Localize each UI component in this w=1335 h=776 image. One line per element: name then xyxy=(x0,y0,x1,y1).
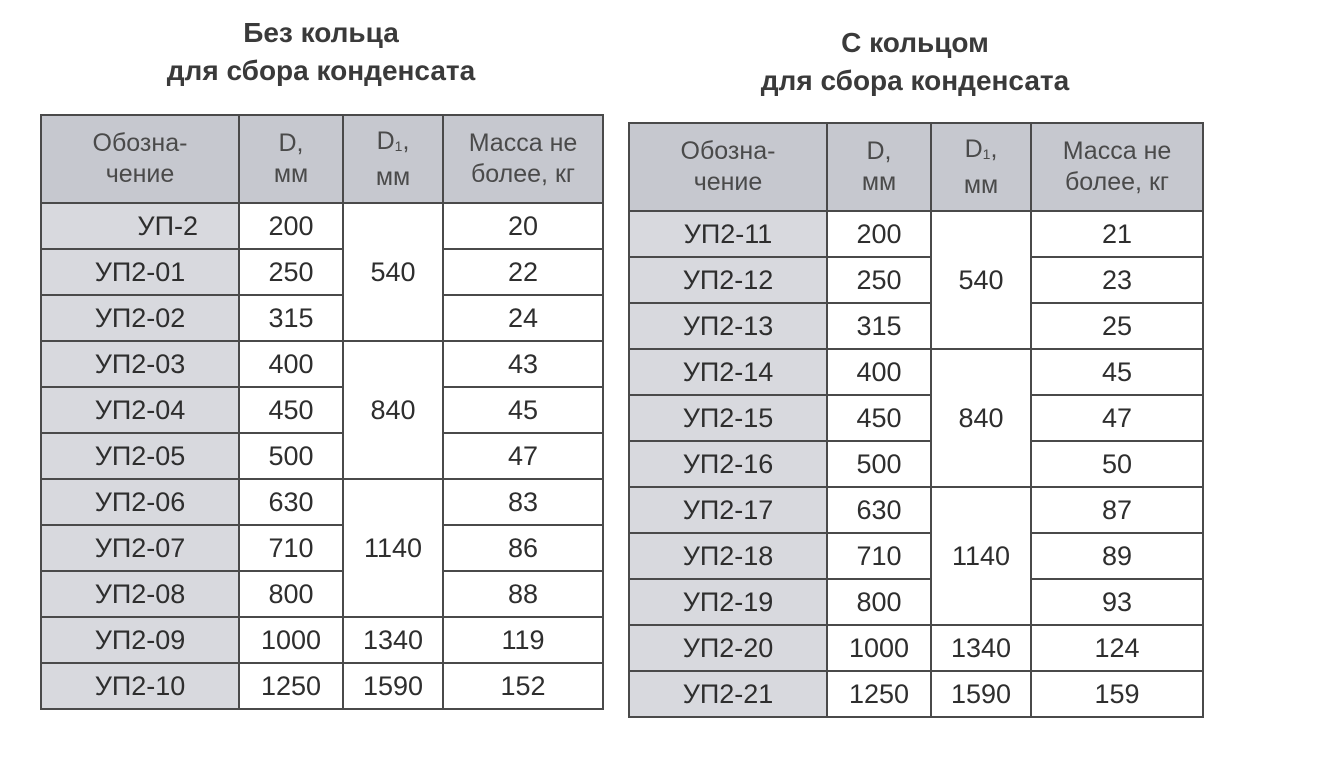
cell-code: УП2-11 xyxy=(629,211,827,257)
cell-mass: 124 xyxy=(1031,625,1203,671)
table-row xyxy=(41,617,603,663)
cell-code: УП2-02 xyxy=(41,295,239,341)
table-row xyxy=(629,211,1203,257)
cell-mass: 23 xyxy=(1031,257,1203,303)
cell-d: 250 xyxy=(239,249,343,295)
table-row xyxy=(629,487,1203,533)
cell-mass: 21 xyxy=(1031,211,1203,257)
cell-mass: 93 xyxy=(1031,579,1203,625)
cell-code: УП2-15 xyxy=(629,395,827,441)
cell-mass: 152 xyxy=(443,663,603,709)
cell-mass: 24 xyxy=(443,295,603,341)
cell-d: 500 xyxy=(827,441,931,487)
cell-d: 200 xyxy=(827,211,931,257)
header-d1: $D_1$, мм xyxy=(343,115,443,203)
table-row xyxy=(41,341,603,387)
table-row xyxy=(629,671,1203,717)
cell-mass: 89 xyxy=(1031,533,1203,579)
title-line-2: для сбора конденсата xyxy=(760,65,1070,96)
table-row xyxy=(629,441,1203,487)
cell-d1: 1590 xyxy=(343,663,443,709)
cell-code: УП2-04 xyxy=(41,387,239,433)
cell-d1: 540 xyxy=(931,211,1031,349)
data-table xyxy=(628,122,1204,718)
cell-d: 400 xyxy=(827,349,931,395)
cell-code: УП2-06 xyxy=(41,479,239,525)
cell-d1: 1140 xyxy=(931,487,1031,625)
cell-d: 200 xyxy=(239,203,343,249)
cell-d: 800 xyxy=(827,579,931,625)
cell-mass: 47 xyxy=(443,433,603,479)
cell-d: 1250 xyxy=(239,663,343,709)
table-row xyxy=(629,303,1203,349)
cell-code: УП2-07 xyxy=(41,525,239,571)
header-mass: Масса не более, кг xyxy=(1031,123,1203,211)
data-table xyxy=(40,114,604,710)
cell-code: УП2-08 xyxy=(41,571,239,617)
cell-d1: 540 xyxy=(343,203,443,341)
cell-code: УП2-17 xyxy=(629,487,827,533)
cell-code: УП2-03 xyxy=(41,341,239,387)
cell-d: 1250 xyxy=(827,671,931,717)
title-line-2: для сбора конденсата xyxy=(166,55,476,86)
cell-code: УП2-21 xyxy=(629,671,827,717)
cell-d1: 1590 xyxy=(931,671,1031,717)
cell-mass: 47 xyxy=(1031,395,1203,441)
cell-d1: 840 xyxy=(931,349,1031,487)
cell-code: УП2-19 xyxy=(629,579,827,625)
cell-d1: 1340 xyxy=(343,617,443,663)
cell-d: 450 xyxy=(239,387,343,433)
table-row xyxy=(629,579,1203,625)
cell-code: УП2-12 xyxy=(629,257,827,303)
table-row xyxy=(41,387,603,433)
cell-mass: 159 xyxy=(1031,671,1203,717)
cell-code: УП2-20 xyxy=(629,625,827,671)
cell-d: 315 xyxy=(239,295,343,341)
cell-mass: 45 xyxy=(443,387,603,433)
cell-d: 450 xyxy=(827,395,931,441)
cell-code: УП2-01 xyxy=(41,249,239,295)
header-code: Обозна- чение xyxy=(629,123,827,211)
cell-code: УП2-05 xyxy=(41,433,239,479)
table-row xyxy=(41,249,603,295)
cell-mass: 50 xyxy=(1031,441,1203,487)
cell-mass: 22 xyxy=(443,249,603,295)
cell-d: 500 xyxy=(239,433,343,479)
header-d: D, мм xyxy=(827,123,931,211)
cell-d: 1000 xyxy=(239,617,343,663)
cell-mass: 119 xyxy=(443,617,603,663)
cell-code: УП2-16 xyxy=(629,441,827,487)
block-title xyxy=(40,14,602,98)
cell-code: УП2-18 xyxy=(629,533,827,579)
cell-d: 710 xyxy=(827,533,931,579)
cell-code: УП2-14 xyxy=(629,349,827,395)
cell-d1: 840 xyxy=(343,341,443,479)
block-title xyxy=(628,24,1202,108)
header-d: D, мм xyxy=(239,115,343,203)
cell-mass: 88 xyxy=(443,571,603,617)
cell-code: УП2-13 xyxy=(629,303,827,349)
table-row xyxy=(629,533,1203,579)
header-d1: $D_1$, мм xyxy=(931,123,1031,211)
header-row xyxy=(41,115,603,203)
header-code: Обозна- чение xyxy=(41,115,239,203)
cell-mass: 83 xyxy=(443,479,603,525)
cell-d: 1000 xyxy=(827,625,931,671)
cell-d: 400 xyxy=(239,341,343,387)
table-block-with-ring xyxy=(628,24,1202,718)
cell-d1: 1340 xyxy=(931,625,1031,671)
cell-d: 710 xyxy=(239,525,343,571)
cell-d: 630 xyxy=(827,487,931,533)
table-row xyxy=(41,203,603,249)
table-row xyxy=(41,433,603,479)
cell-mass: 45 xyxy=(1031,349,1203,395)
cell-mass: 25 xyxy=(1031,303,1203,349)
table-row xyxy=(41,571,603,617)
table-row xyxy=(629,395,1203,441)
header-row xyxy=(629,123,1203,211)
table-row xyxy=(41,663,603,709)
cell-mass: 20 xyxy=(443,203,603,249)
cell-d: 800 xyxy=(239,571,343,617)
cell-d1: 1140 xyxy=(343,479,443,617)
table-block-without-ring xyxy=(40,14,602,710)
cell-mass: 87 xyxy=(1031,487,1203,533)
table-row xyxy=(629,349,1203,395)
cell-code: УП2-10 xyxy=(41,663,239,709)
table-row xyxy=(41,479,603,525)
table-row xyxy=(629,257,1203,303)
cell-d: 250 xyxy=(827,257,931,303)
table-row xyxy=(41,295,603,341)
title-line-1: С кольцом xyxy=(841,27,989,58)
table-row xyxy=(629,625,1203,671)
cell-code: УП-2 xyxy=(41,203,239,249)
table-row xyxy=(41,525,603,571)
cell-d: 630 xyxy=(239,479,343,525)
cell-mass: 86 xyxy=(443,525,603,571)
title-line-1: Без кольца xyxy=(243,17,399,48)
cell-d: 315 xyxy=(827,303,931,349)
cell-mass: 43 xyxy=(443,341,603,387)
header-mass: Масса не более, кг xyxy=(443,115,603,203)
cell-code: УП2-09 xyxy=(41,617,239,663)
